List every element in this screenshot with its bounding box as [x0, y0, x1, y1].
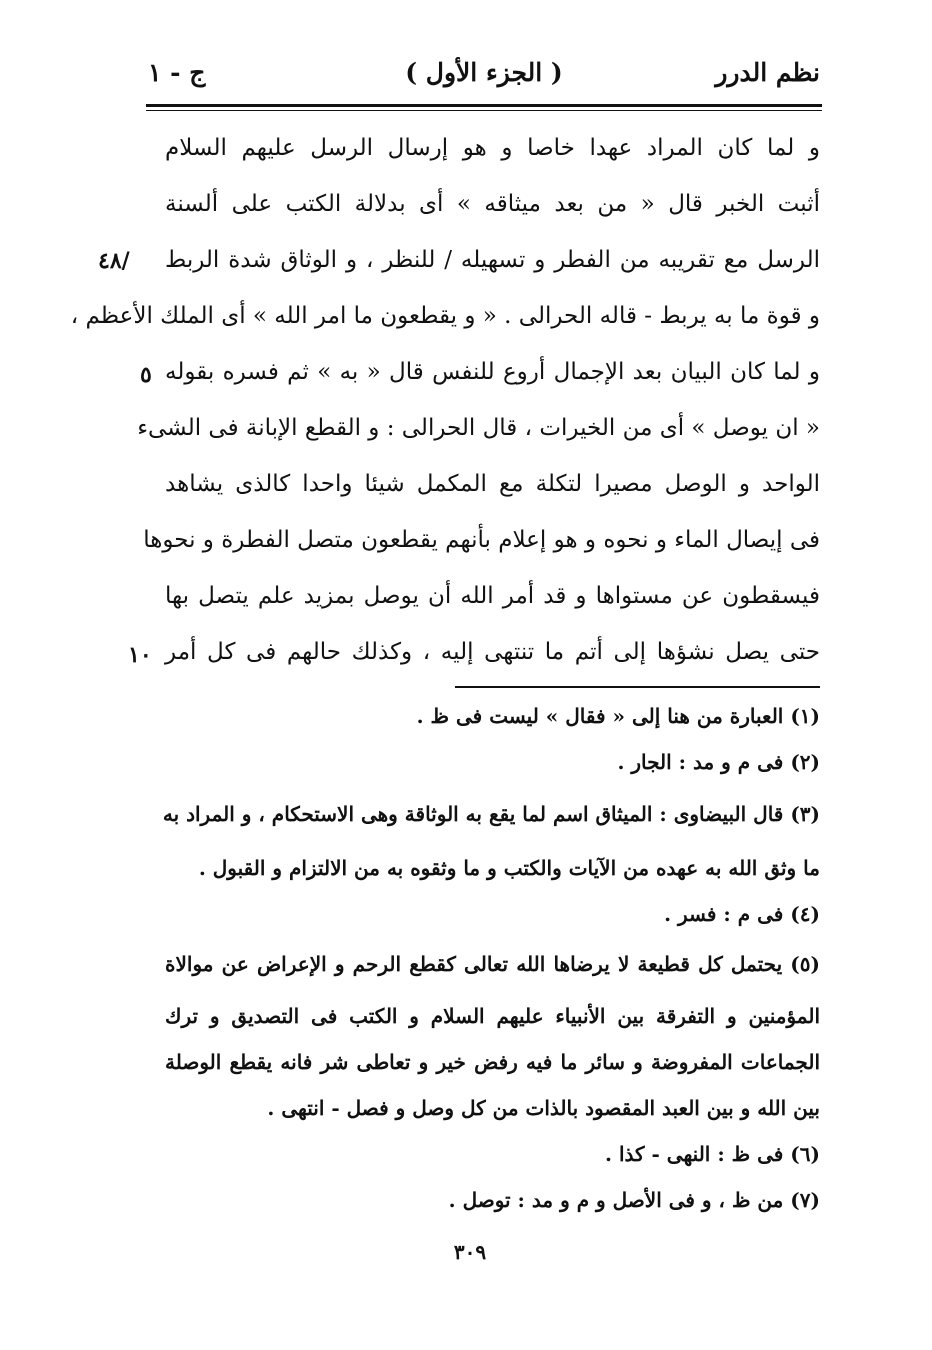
text-line: أثبت الخبر قال « من بعد ميثاقه » أى بدلالة الكتب على ألسنة — [165, 191, 820, 217]
footnote-1: (١) العبارة من هنا إلى « فقال » ليست فى ظ . — [416, 704, 820, 728]
book-title: نظم الدرر — [715, 58, 820, 87]
line-number-5: ٥ — [140, 362, 152, 388]
text-line: الواحد و الوصل مصيرا لتكلة مع المكمل شيئا واحدا كالذى يشاهد — [165, 471, 820, 497]
footnote-3-cont: ما وثق الله به عهده من الآيات والكتب و ما وثقوه به من الالتزام و القبول . — [198, 856, 820, 880]
text-line: و لما كان البيان بعد الإجمال أروع للنفس قال « به » ثم فسره بقوله — [165, 359, 820, 385]
text-line: فى إيصال الماء و نحوه و هو إعلام بأنهم يقطعون متصل الفطرة و نحوها — [143, 527, 820, 553]
header-rule-thin — [146, 110, 822, 111]
running-header — [148, 58, 820, 98]
text-line: فيسقطون عن مستواها و قد أمر الله أن يوصل بمزيد علم يتصل بها — [165, 583, 820, 609]
text-line: و لما كان المراد عهدا خاصا و هو إرسال الرسل عليهم السلام — [165, 135, 820, 161]
footnote-3: (٣) قال البيضاوى : الميثاق اسم لما يقع به الوثاقة وهى الاستحكام ، و المراد به — [162, 802, 820, 826]
text-line: و قوة ما به يربط - قاله الحرالى . « و يقطعون ما امر الله » أى الملك الأعظم ، — [70, 303, 820, 329]
line-number-10: ١٠ — [128, 642, 152, 668]
footnote-5-cont: بين الله و بين العبد المقصود بالذات من كل وصل و فصل - انتهى . — [267, 1096, 820, 1120]
footnote-divider — [455, 686, 820, 688]
footnote-2: (٢) فى م و مد : الجار . — [617, 750, 820, 774]
header-rule-thick — [146, 104, 822, 107]
text-line: الرسل مع تقريبه من الفطر و تسهيله / للنظر ، و الوثاق شدة الربط — [165, 247, 820, 273]
text-line: « ان يوصل » أى من الخيرات ، قال الحرالى : و القطع الإبانة فى الشىء — [137, 415, 820, 441]
volume-label: ج - ١ — [148, 58, 206, 87]
part-label: ( الجزء الأول ) — [405, 58, 563, 87]
footnote-5: (٥) يحتمل كل قطيعة لا يرضاها الله تعالى كقطع الرحم و الإعراض عن موالاة — [165, 952, 820, 976]
footnote-6: (٦) فى ظ : النهى - كذا . — [605, 1142, 820, 1166]
page-number: ٣٠٩ — [453, 1240, 487, 1264]
folio-marker: ٤٨/ — [98, 248, 130, 274]
text-line: حتى يصل نشؤها إلى أتم ما تنتهى إليه ، وكذلك حالهم فى كل أمر — [165, 639, 820, 665]
footnote-5-cont: الجماعات المفروضة و سائر ما فيه رفض خير و تعاطى شر فانه يقطع الوصلة — [165, 1050, 820, 1074]
footnote-7: (٧) من ظ ، و فى الأصل و م و مد : توصل . — [448, 1188, 820, 1212]
footnote-5-cont: المؤمنين و التفرقة بين الأنبياء عليهم السلام و الكتب فى التصديق و ترك — [165, 1004, 820, 1028]
footnote-4: (٤) فى م : فسر . — [664, 902, 820, 926]
